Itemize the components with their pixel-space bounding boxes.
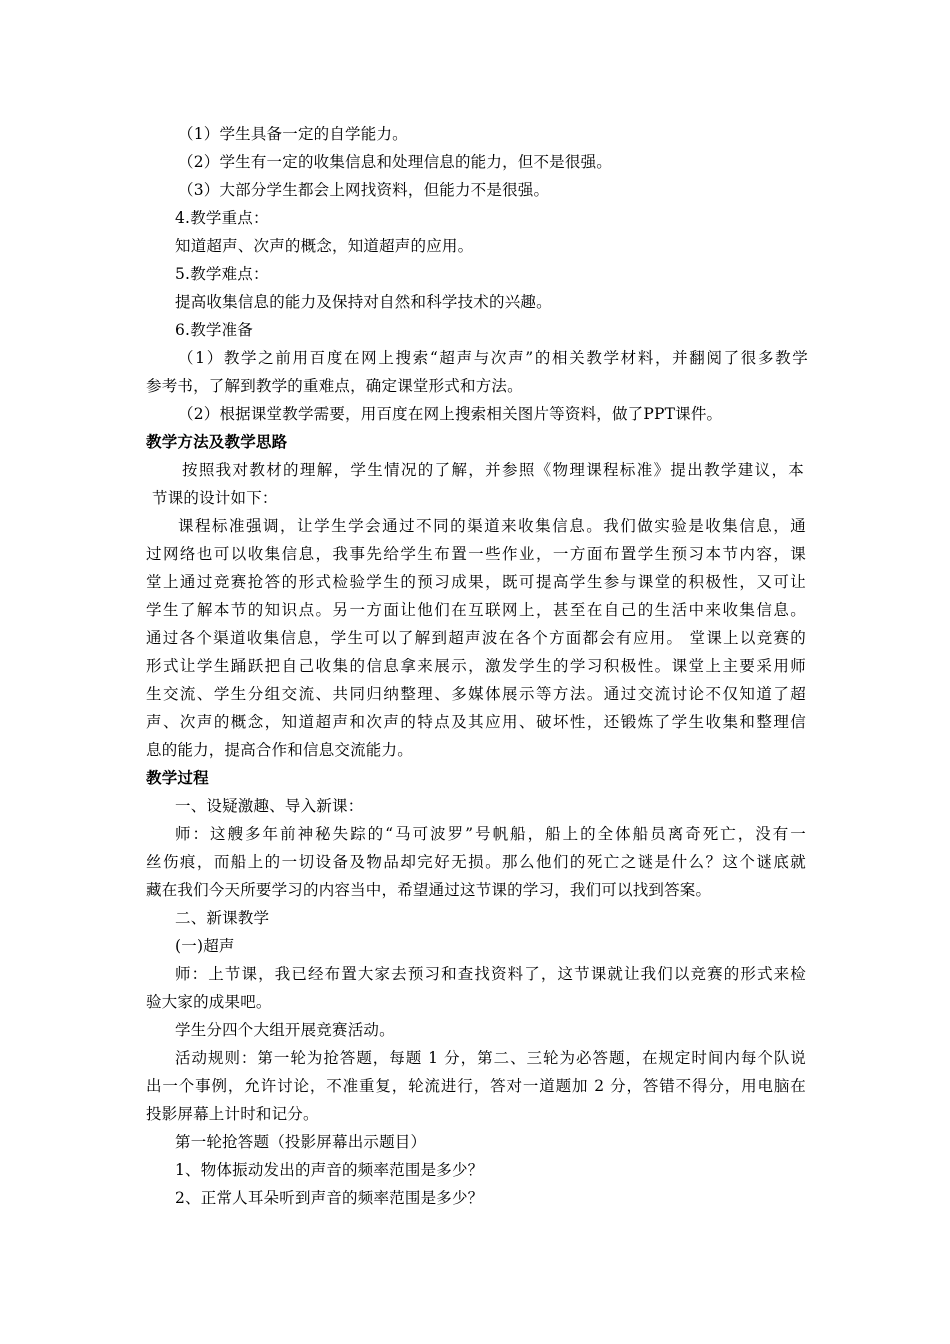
question-1: 1、物体振动发出的声音的频率范围是多少？ [175, 1161, 484, 1179]
key-point-text: 知道超声、次声的概念，知道超声的应用。 [175, 237, 474, 255]
method-para-line-8: 声、次声的概念，知道超声和次声的特点及其应用、破坏性，还锻炼了学生收集和整理信 [146, 713, 806, 731]
method-para-line-6: 形式让学生踊跃把自己收集的信息拿来展示，激发学生的学习积极性。课堂上主要采用师 [146, 657, 806, 675]
student-item-3: （3）大部分学生都会上网找资料，但能力不是很强。 [178, 181, 550, 199]
prep-title: 6.教学准备 [175, 321, 253, 339]
groups-line: 学生分四个大组开展竞赛活动。 [175, 1021, 395, 1039]
teacher-line-2: 验大家的成果吧。 [146, 993, 272, 1011]
rules-line-2: 出一个事例，允许讨论，不准重复，轮流进行，答对一道题加 2 分，答错不得分，用电脑在 [146, 1077, 806, 1095]
student-item-1: （1）学生具备一定的自学能力。 [178, 125, 408, 143]
prep-item-1-line-2: 参考书，了解到教学的重难点，确定课堂形式和方法。 [146, 377, 523, 395]
method-para-line-4: 学生了解本节的知识点。另一方面让他们在互联网上，甚至在自己的生活中来收集信息。 [146, 601, 806, 619]
sub-1-title: (一)超声 [175, 937, 235, 955]
step-1-line-1: 师：这艘多年前神秘失踪的“马可波罗”号帆船，船上的全体船员离奇死亡，没有一 [175, 825, 806, 843]
teacher-line-1: 师：上节课，我已经布置大家去预习和查找资料了，这节课就让我们以竞赛的形式来检 [175, 965, 806, 983]
method-para-line-2: 过网络也可以收集信息，我事先给学生布置一些作业，一方面布置学生预习本节内容，课 [146, 545, 806, 563]
question-2: 2、正常人耳朵听到声音的频率范围是多少？ [175, 1189, 484, 1207]
rules-line-1: 活动规则：第一轮为抢答题，每题 1 分，第二、三轮为必答题，在规定时间内每个队说 [175, 1049, 806, 1067]
method-para-line-1: 课程标准强调，让学生学会通过不同的渠道来收集信息。我们做实验是收集信息，通 [178, 517, 806, 535]
prep-item-1-line-1: （1）教学之前用百度在网上搜索“超声与次声”的相关教学材料，并翻阅了很多教学 [178, 349, 808, 367]
method-para-line-5: 通过各个渠道收集信息，学生可以了解到超声波在各个方面都会有应用。 堂课上以竞赛的 [146, 629, 806, 647]
method-para-line-7: 生交流、学生分组交流、共同归纳整理、多媒体展示等方法。通过交流讨论不仅知道了超 [146, 685, 806, 703]
round-1-title: 第一轮抢答题（投影屏幕出示题目） [175, 1133, 427, 1151]
method-para-line-9: 息的能力，提高合作和信息交流能力。 [146, 741, 413, 759]
student-item-2: （2）学生有一定的收集信息和处理信息的能力，但不是很强。 [178, 153, 612, 171]
step-1-line-2: 丝伤痕，而船上的一切设备及物品却完好无损。那么他们的死亡之谜是什么？这个谜底就 [146, 853, 806, 871]
method-intro-line-2: 节课的设计如下： [152, 489, 278, 507]
rules-line-3: 投影屏幕上计时和记分。 [146, 1105, 319, 1123]
method-heading: 教学方法及教学思路 [146, 432, 288, 451]
step-1-line-3: 藏在我们今天所要学习的内容当中，希望通过这节课的学习，我们可以找到答案。 [146, 881, 712, 899]
step-2-title: 二、新课教学 [175, 909, 270, 927]
method-intro-line-1: 按照我对教材的理解，学生情况的了解，并参照《物理课程标准》提出教学建议，本 [182, 461, 804, 479]
difficulty-title: 5.教学难点： [175, 265, 269, 283]
method-para-line-3: 堂上通过竞赛抢答的形式检验学生的预习成果，既可提高学生参与课堂的积极性，又可让 [146, 573, 806, 591]
difficulty-text: 提高收集信息的能力及保持对自然和科学技术的兴趣。 [175, 293, 552, 311]
key-point-title: 4.教学重点： [175, 209, 269, 227]
step-1-title: 一、设疑激趣、导入新课： [175, 797, 364, 815]
process-heading: 教学过程 [146, 768, 209, 787]
prep-item-2: （2）根据课堂教学需要，用百度在网上搜索相关图片等资料，做了PPT课件。 [178, 405, 723, 423]
